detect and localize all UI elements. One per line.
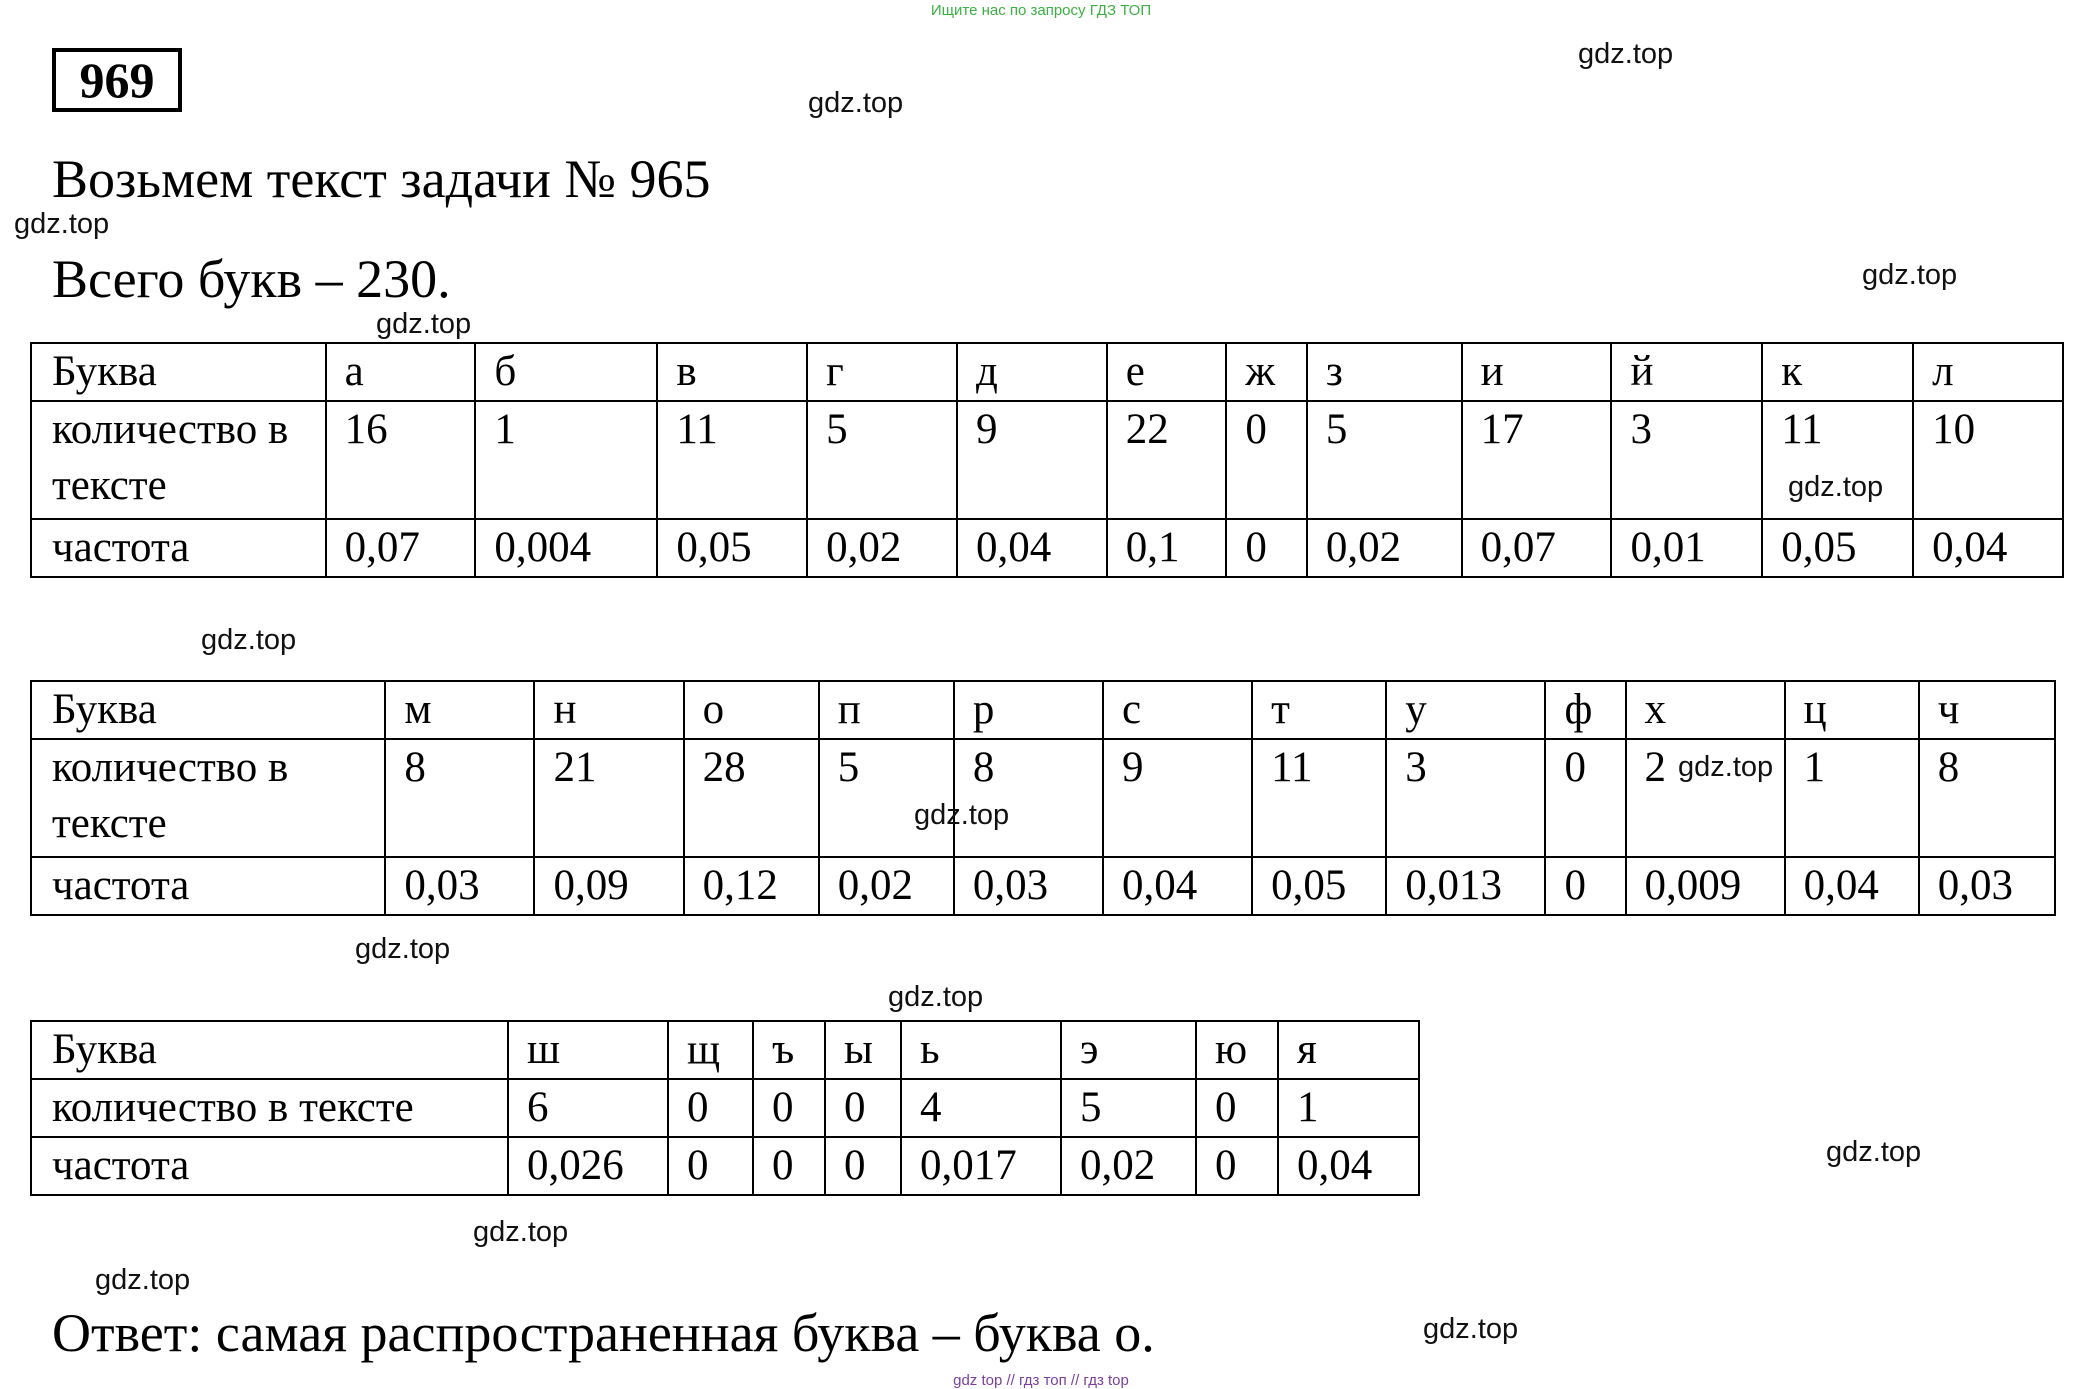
table-cell: ц <box>1785 681 1919 739</box>
table-cell: 0,04 <box>1278 1137 1419 1195</box>
table-cell: 22 <box>1107 401 1227 519</box>
table-cell: 16 <box>326 401 476 519</box>
table-cell: у <box>1386 681 1545 739</box>
count-row <box>31 1079 1419 1137</box>
table-cell: й <box>1611 343 1762 401</box>
table-cell: о <box>684 681 819 739</box>
table-cell: 0,01 <box>1611 519 1762 577</box>
table-cell: 0,017 <box>901 1137 1061 1195</box>
watermark: gdz.top <box>376 308 472 340</box>
table-cell: 0 <box>1196 1079 1278 1137</box>
table-cell: 0,004 <box>475 519 657 577</box>
table-cell: щ <box>668 1021 753 1079</box>
table-cell: 0,03 <box>954 857 1103 915</box>
table-cell: ы <box>825 1021 901 1079</box>
frequency-table-2 <box>30 680 2056 916</box>
table-cell: 0,05 <box>657 519 807 577</box>
frequency-table-3 <box>30 1020 1420 1196</box>
frequency-row <box>31 519 2063 577</box>
row-header-freq: частота <box>31 519 326 577</box>
table-cell: 3 <box>1611 401 1762 519</box>
table-cell: 28 <box>684 739 819 857</box>
table-cell: ж <box>1226 343 1306 401</box>
table-cell: 0 <box>753 1079 825 1137</box>
table-cell: ф <box>1545 681 1625 739</box>
row-header-freq: частота <box>31 857 385 915</box>
watermark: gdz.top <box>808 87 904 119</box>
watermark: gdz.top <box>1423 1313 1519 1345</box>
row-header-letter: Буква <box>31 343 326 401</box>
table-cell: 1 <box>475 401 657 519</box>
row-header-count: количество в тексте <box>31 401 326 519</box>
table-cell: 0 <box>1545 857 1625 915</box>
count-row <box>31 401 2063 519</box>
frequency-row <box>31 1137 1419 1195</box>
watermark: gdz.top <box>201 624 297 656</box>
frequency-table-1 <box>30 342 2064 578</box>
table-cell: г <box>807 343 957 401</box>
table-cell: 0,05 <box>1762 519 1913 577</box>
table-cell: 21 <box>534 739 683 857</box>
watermark: gdz.top <box>95 1264 191 1296</box>
intro-text: Возьмем текст задачи № 965 <box>52 149 711 209</box>
row-header-letter: Буква <box>31 681 385 739</box>
watermark: gdz.top <box>1862 259 1958 291</box>
table-cell: 0,013 <box>1386 857 1545 915</box>
table-cell: п <box>819 681 954 739</box>
row-header-freq: частота <box>31 1137 508 1195</box>
table-cell: 10 <box>1913 401 2063 519</box>
table-cell: 5 <box>819 739 954 857</box>
table-cell: 9 <box>1103 739 1252 857</box>
table-cell: ю <box>1196 1021 1278 1079</box>
table-cell: в <box>657 343 807 401</box>
table-cell: 0 <box>753 1137 825 1195</box>
table-cell: 17 <box>1462 401 1612 519</box>
table-cell: 1 <box>1278 1079 1419 1137</box>
table-cell: х <box>1626 681 1785 739</box>
table-cell: 0,02 <box>1061 1137 1196 1195</box>
search-hint-banner: Ищите нас по запросу ГДЗ ТОП <box>930 2 1152 19</box>
table-cell: л <box>1913 343 2063 401</box>
table-cell: 3 <box>1386 739 1545 857</box>
table-cell: 0,03 <box>385 857 534 915</box>
table-cell: ч <box>1919 681 2055 739</box>
row-header-count: количество в тексте <box>31 1079 508 1137</box>
table-cell: 5 <box>807 401 957 519</box>
table-cell: 0,02 <box>807 519 957 577</box>
table-cell: 0,02 <box>819 857 954 915</box>
table-cell: 0 <box>1196 1137 1278 1195</box>
watermark: gdz.top <box>1826 1136 1922 1168</box>
table-cell: 0 <box>825 1137 901 1195</box>
table-cell: 0,03 <box>1919 857 2055 915</box>
table-cell: 4 <box>901 1079 1061 1137</box>
letter-row <box>31 1021 1419 1079</box>
table-cell: з <box>1307 343 1462 401</box>
table-cell: 5 <box>1307 401 1462 519</box>
table-cell: с <box>1103 681 1252 739</box>
table-cell: 11 <box>657 401 807 519</box>
table-cell: 0 <box>825 1079 901 1137</box>
table-cell: 1 <box>1785 739 1919 857</box>
letter-row <box>31 343 2063 401</box>
answer-text: Ответ: самая распространенная буква – буква о. <box>52 1303 1155 1363</box>
table-cell: 5 <box>1061 1079 1196 1137</box>
table-cell: 0,07 <box>326 519 476 577</box>
table-cell: и <box>1462 343 1612 401</box>
watermark: gdz.top <box>473 1216 569 1248</box>
table-cell: 8 <box>385 739 534 857</box>
watermark: gdz.top <box>355 933 451 965</box>
table-cell: н <box>534 681 683 739</box>
table-cell: 0,07 <box>1462 519 1612 577</box>
table-cell: 0,04 <box>1103 857 1252 915</box>
table-cell: я <box>1278 1021 1419 1079</box>
table-cell: 0,12 <box>684 857 819 915</box>
table-cell: 0 <box>1226 401 1306 519</box>
table-cell: 0,04 <box>957 519 1107 577</box>
table-cell: а <box>326 343 476 401</box>
table-cell: 0 <box>668 1079 753 1137</box>
watermark: gdz.top <box>1678 751 1774 783</box>
watermark: gdz.top <box>914 799 1010 831</box>
table-cell: э <box>1061 1021 1196 1079</box>
table-cell: т <box>1252 681 1386 739</box>
watermark: gdz.top <box>1788 471 1884 503</box>
table-cell: к <box>1762 343 1913 401</box>
table-cell: е <box>1107 343 1227 401</box>
table-cell: 0,04 <box>1913 519 2063 577</box>
table-cell: 0,04 <box>1785 857 1919 915</box>
letter-row <box>31 681 2055 739</box>
table-cell: 9 <box>957 401 1107 519</box>
table-cell: ь <box>901 1021 1061 1079</box>
table-cell: м <box>385 681 534 739</box>
total-letters-text: Всего букв – 230. <box>52 249 451 309</box>
table-cell: ш <box>508 1021 668 1079</box>
problem-number-box: 969 <box>52 48 182 112</box>
table-cell: 0 <box>1226 519 1306 577</box>
watermark: gdz.top <box>14 208 110 240</box>
table-cell: 0,05 <box>1252 857 1386 915</box>
table-cell: 0 <box>1545 739 1625 857</box>
footer-watermark: gdz top // гдз топ // гдз top <box>953 1372 1129 1389</box>
watermark: gdz.top <box>888 981 984 1013</box>
table-cell: 8 <box>1919 739 2055 857</box>
table-cell: ъ <box>753 1021 825 1079</box>
table-cell: 0,1 <box>1107 519 1227 577</box>
table-cell: 0,026 <box>508 1137 668 1195</box>
table-cell: 6 <box>508 1079 668 1137</box>
table-cell: 8 <box>954 739 1103 857</box>
frequency-row <box>31 857 2055 915</box>
watermark: gdz.top <box>1578 38 1674 70</box>
table-cell: 0,09 <box>534 857 683 915</box>
row-header-count: количество в тексте <box>31 739 385 857</box>
table-cell: д <box>957 343 1107 401</box>
table-cell: р <box>954 681 1103 739</box>
table-cell: 0 <box>668 1137 753 1195</box>
table-cell: б <box>475 343 657 401</box>
table-cell: 0,02 <box>1307 519 1462 577</box>
table-cell: 2 <box>1626 739 1785 857</box>
table-cell: 0,009 <box>1626 857 1785 915</box>
table-cell: 11 <box>1762 401 1913 519</box>
row-header-letter: Буква <box>31 1021 508 1079</box>
table-cell: 11 <box>1252 739 1386 857</box>
